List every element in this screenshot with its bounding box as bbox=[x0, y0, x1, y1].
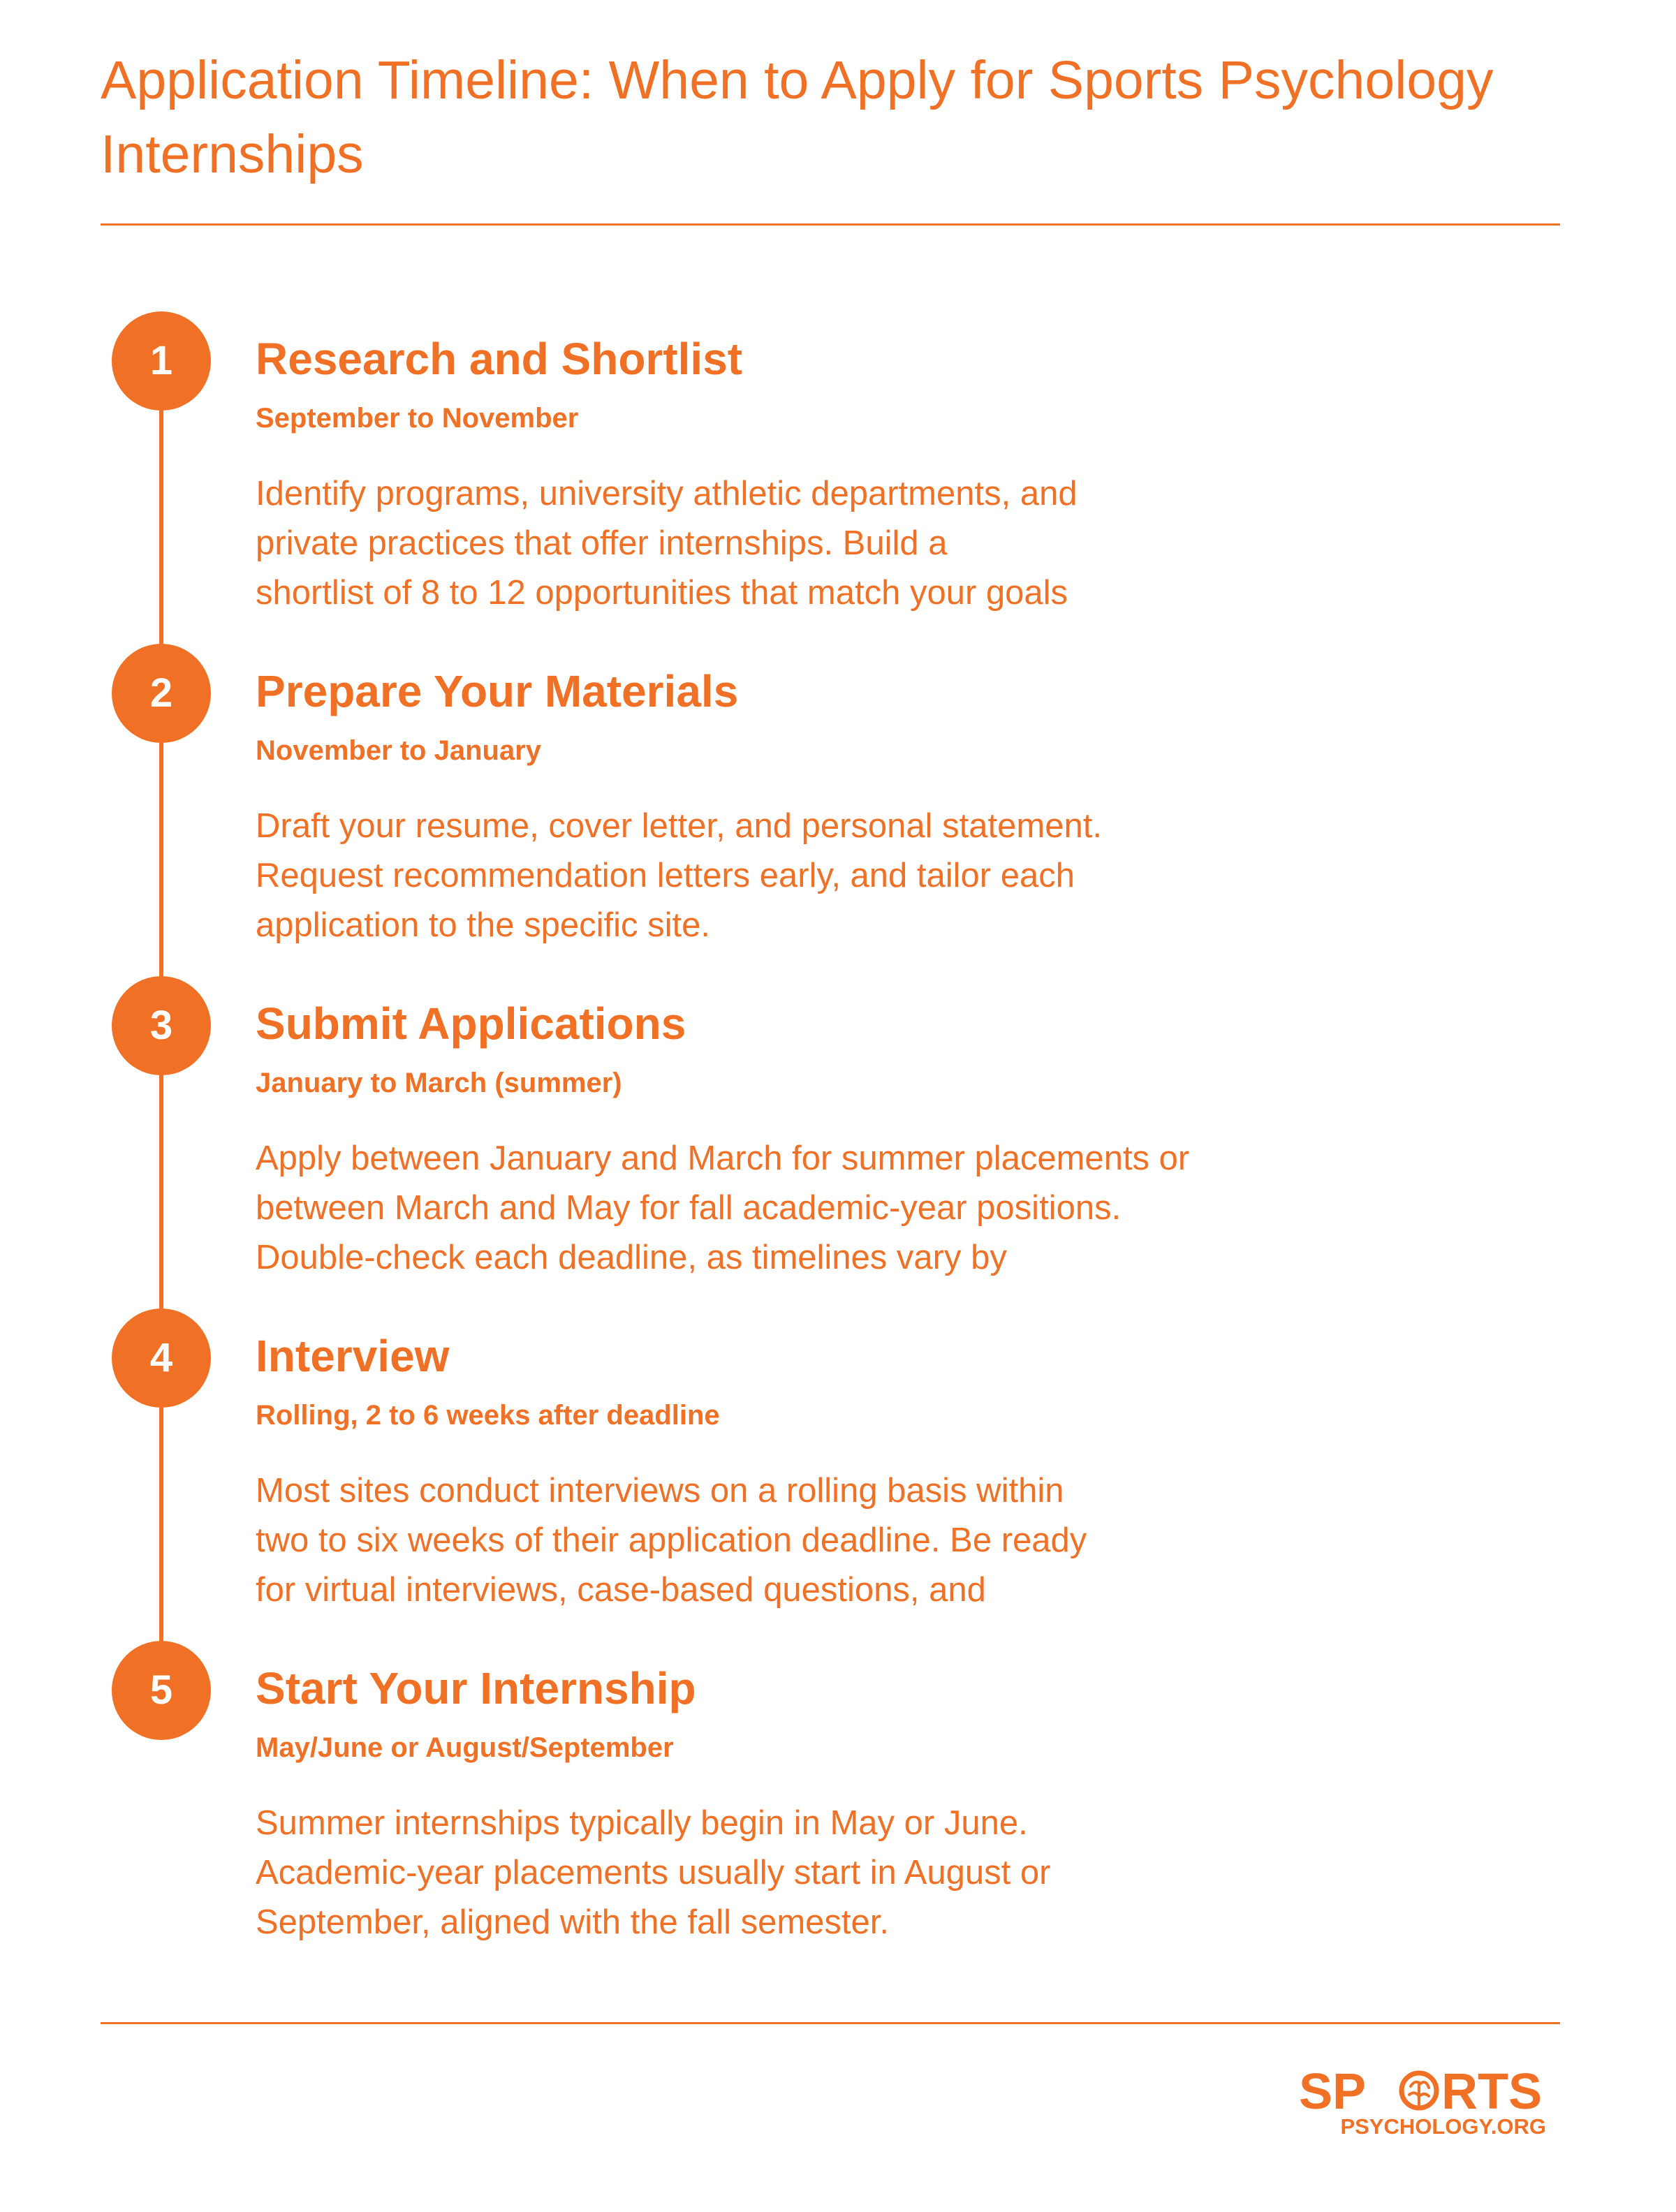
step-description-line: September, aligned with the fall semester. bbox=[256, 1903, 890, 1941]
step-period: November to January bbox=[256, 735, 542, 766]
step-number-badge: 4 bbox=[112, 1308, 211, 1408]
step-description-line: between March and May for fall academic-year positions. bbox=[256, 1189, 1122, 1227]
step-period: September to November bbox=[256, 403, 579, 434]
brain-icon bbox=[1402, 2073, 1436, 2108]
step-title: Research and Shortlist bbox=[256, 334, 743, 384]
step-number-badge: 5 bbox=[112, 1641, 211, 1740]
step-title: Submit Applications bbox=[256, 998, 686, 1049]
step-number-badge: 3 bbox=[112, 976, 211, 1075]
sports-psychology-logo bbox=[1298, 2064, 1549, 2141]
top-divider bbox=[101, 223, 1560, 226]
step-description-line: Double-check each deadline, as timelines vary by bbox=[256, 1239, 1007, 1276]
logo-word-rts: RTS bbox=[1441, 2064, 1542, 2120]
step-description bbox=[256, 1799, 1415, 1947]
step-description-line: shortlist of 8 to 12 opportunities that match your goals bbox=[256, 574, 1068, 612]
step-description-line: Academic-year placements usually start in August or bbox=[256, 1854, 1051, 1892]
logo-word-sp: SP bbox=[1299, 2064, 1367, 2120]
step-number-badge: 2 bbox=[112, 644, 211, 743]
step-description bbox=[256, 802, 1415, 950]
step-description-line: Summer internships typically begin in May or June. bbox=[256, 1804, 1028, 1842]
step-number-badge: 1 bbox=[112, 311, 211, 411]
step-description bbox=[256, 1134, 1415, 1283]
step-title: Prepare Your Materials bbox=[256, 666, 739, 716]
step-description-line: Most sites conduct interviews on a rolling basis within bbox=[256, 1472, 1064, 1510]
step-period: Rolling, 2 to 6 weeks after deadline bbox=[256, 1400, 720, 1431]
step-period: January to March (summer) bbox=[256, 1068, 622, 1098]
step-title: Start Your Internship bbox=[256, 1663, 696, 1713]
step-description-line: two to six weeks of their application deadline. Be ready bbox=[256, 1521, 1087, 1559]
logo-word-psychology: PSYCHOLOGY.ORG bbox=[1340, 2114, 1546, 2139]
step-description-line: Apply between January and March for summer placements or bbox=[256, 1140, 1190, 1177]
step-description bbox=[256, 1466, 1415, 1615]
bottom-divider bbox=[101, 2022, 1560, 2024]
step-description-line: Draft your resume, cover letter, and personal statement. bbox=[256, 807, 1102, 845]
page-title: Application Timeline: When to Apply for Sports Psychology Internships bbox=[101, 50, 1494, 184]
step-title: Interview bbox=[256, 1331, 450, 1381]
step-period: May/June or August/September bbox=[256, 1732, 674, 1763]
step-description-line: for virtual interviews, case-based questions, and bbox=[256, 1571, 986, 1609]
step-description-line: Identify programs, university athletic departments, and bbox=[256, 475, 1078, 513]
step-description-line: application to the specific site. bbox=[256, 906, 710, 944]
step-description-line: private practices that offer internships. Build a bbox=[256, 524, 948, 562]
step-description bbox=[256, 469, 1415, 618]
step-description-line: Request recommendation letters early, and tailor each bbox=[256, 857, 1075, 894]
